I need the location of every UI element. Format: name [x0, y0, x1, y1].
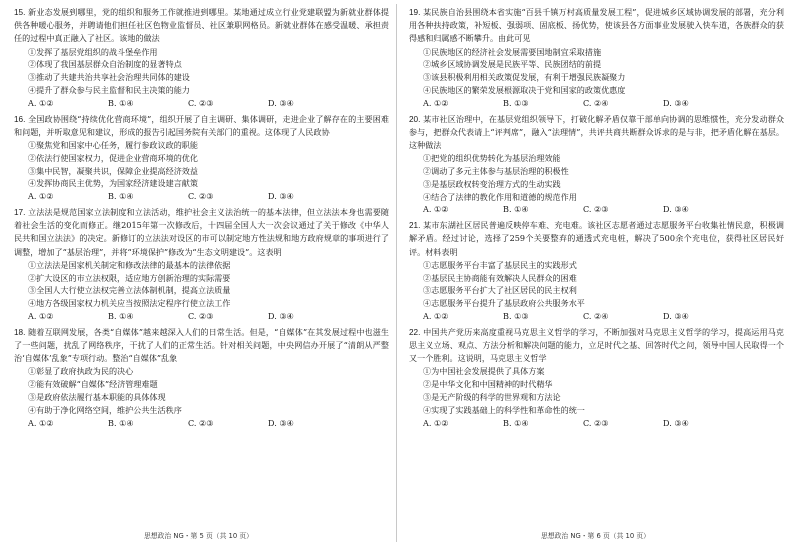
statement-3: ③是无产阶级的科学的世界观和方法论 [423, 391, 561, 402]
answer-options [409, 417, 784, 430]
option-d: D. ③④ [268, 191, 294, 202]
statement-4: ④志愿服务平台提升了基层政府公共服务水平 [423, 298, 585, 309]
question-17 [14, 206, 389, 323]
question-number: 18. [14, 327, 26, 337]
question-number: 21. [409, 221, 421, 231]
option-c: C. ②④ [583, 97, 609, 108]
statement-4: ④结合了法律的教化作用和道德的规范作用 [423, 191, 577, 202]
option-b: B. ①④ [503, 204, 529, 215]
question-stem [409, 326, 784, 366]
option-c: C. ②④ [583, 310, 609, 321]
statement-1: ①发挥了基层党组织的战斗堡垒作用 [28, 46, 158, 57]
question-18 [14, 326, 389, 430]
question-15 [14, 6, 389, 110]
question-20 [409, 113, 784, 217]
question-19 [409, 6, 784, 110]
statement-3: ③推动了共建共治共享社会治理共同体的建设 [28, 72, 190, 83]
question-16 [14, 113, 389, 203]
statement-1: ①为中国社会发展提供了具体方案 [423, 366, 545, 377]
statement-2: ②调动了多元主体参与基层治理的积极性 [423, 166, 569, 176]
statement-3: ③是基层政权转变治理方式的生动实践 [423, 178, 561, 189]
option-b: B. ①④ [108, 191, 134, 202]
question-stem [14, 113, 389, 139]
question-stem [409, 113, 784, 153]
answer-options [14, 97, 389, 110]
question-number: 19. [409, 8, 421, 17]
stem-text: 某民族自治县围绕本省实施“百县千镇万村高质量发展工程”，促进城乡区域协调发展的部署，充分利用各种扶持政策，补短板、强弱项、固底板、扬优势，使该县各方面事业发展驶入快车道，各族群众的获得感和归属感不断攀升。由此可见 [409, 7, 784, 44]
question-number: 17. [14, 207, 26, 217]
stem-text: 某市东湖社区居民普遍反映停车难、充电难。该社区志愿者通过志愿服务平台收集社情民意，积极调解矛盾。经过讨论，选择了259个关要整弃的通透式充电桩，解决了500余个充电位，获得社区居民好评。材料表明 [409, 220, 784, 257]
question-22 [409, 326, 784, 430]
option-d: D. ③④ [663, 310, 689, 321]
statement-1: ①把党的组织优势转化为基层治理效能 [423, 153, 561, 164]
stem-text: 新业态发展到哪里，党的组织和服务工作就推进到哪里。某地通过成立行业党建联盟为新就业群体提供各种暖心服务，并聘请他们担任社区色物业监督员、社区兼职网格员。新就业群体在感受温暖、承担责任的过程中真正融入了社区。该地的做法 [14, 7, 389, 44]
statement-1: ①民族地区的经济社会发展需要国地制宜采取措施 [423, 46, 602, 57]
answer-options [409, 97, 784, 110]
question-stem [14, 326, 389, 366]
stem-text: 中国共产党历来高度重视马克思主义哲学的学习，不断加强对马克思主义哲学的学习，提高运用马克思主义立场、观点、方法分析和解决问题的能力，立足时代之基、回答时代之问，领导中国人民取得一个又一个胜利。这说明，马克思主义哲学 [409, 326, 784, 364]
statement-2: ②城乡区域协调发展是民族平等、民族团结的前提 [423, 59, 602, 70]
option-b: B. ①③ [503, 97, 529, 108]
option-c: C. ②③ [188, 97, 214, 108]
answer-options [14, 417, 389, 430]
question-number: 15. [14, 8, 26, 17]
option-a: A. ①② [28, 97, 54, 108]
option-c: C. ②③ [188, 417, 214, 428]
option-d: D. ③④ [663, 204, 689, 215]
question-number: 16. [14, 114, 26, 124]
question-stem [409, 6, 784, 46]
option-a: A. ①② [423, 204, 449, 215]
option-d: D. ③④ [268, 310, 294, 321]
option-d: D. ③④ [268, 417, 294, 428]
option-b: B. ①④ [503, 417, 529, 428]
option-a: A. ①② [423, 310, 449, 321]
statement-2: ②能有效破解“自媒体”经济管理难题 [28, 379, 158, 390]
option-a: A. ①② [28, 310, 54, 321]
stem-text: 某市社区治理中，在基层党组织领导下，打破化解矛盾仅靠干部单向协调的思维惯性，充分发动群众参与，把群众代表请上“评判席”，融入“法理情”，共评共商共断群众诉求的是与非，把矛盾化解在基层。这种做法 [409, 113, 784, 150]
question-number: 20. [409, 114, 421, 124]
option-d: D. ③④ [663, 417, 689, 428]
option-d: D. ③④ [268, 97, 294, 108]
statement-3: ③是政府依法履行基本职能的具体体现 [28, 391, 166, 402]
stem-text: 随着互联网发展，各类“自媒体”越来越深入人们的日常生活。但是，“自媒体”在其发展过程中也滋生了一些问题，扰乱了网络秩序，干扰了人们的正常生活。针对相关问题，中央网信办开展了“清朗从严整治‘自媒体’乱象”专项行动。整治“自媒体”乱象 [14, 326, 389, 364]
statement-2: ②是中华文化和中国精神的时代精华 [423, 379, 553, 390]
statement-3: ③全国人大行使立法权完善立法体制机制，提高立法质量 [28, 285, 231, 296]
option-a: A. ①② [28, 191, 54, 202]
option-c: C. ②③ [188, 191, 214, 202]
statement-4: ④发挥协商民主优势，为国家经济建设建言献策 [28, 178, 198, 189]
option-b: B. ①③ [503, 310, 529, 321]
option-a: A. ①② [423, 97, 449, 108]
answer-options [409, 310, 784, 323]
option-d: D. ③④ [663, 97, 689, 108]
statement-3: ③志愿服务平台扩大了社区居民的民主权利 [423, 285, 577, 296]
page-footer: 思想政治 NG・第 6 页（共 10 页） [541, 532, 650, 540]
question-21 [409, 219, 784, 323]
right-page [397, 0, 794, 546]
option-a: A. ①② [423, 417, 449, 428]
statement-2: ②体现了我国基层群众自治制度的显著特点 [28, 59, 182, 70]
question-stem [14, 206, 389, 259]
statement-4: ④地方各级国家权力机关应当按照法定程序行使立法工作 [28, 298, 231, 309]
statement-4: ④民族地区的繁荣发展根源取决于党和国家的政策优惠度 [423, 85, 626, 95]
question-number: 22. [409, 327, 421, 337]
answer-options [409, 203, 784, 216]
answer-options [14, 190, 389, 203]
statement-3: ③该县积极利用相关政策促发展，有利于增强民族凝聚力 [423, 72, 626, 83]
stem-text: 立法法是规范国家立法制度和立法活动，维护社会主义法治统一的基本法律，但立法法本身也需要随着社会生活的变化而修正。继2015年第一次修改后，十四届全国人大一次会议通过了关于修改《中华人民共和国立法法》的决定。新修订的立法法对设区的市可以制定地方性法规和地方政府规章的事项进行了调整，增加了“基层治理”，并将“环境保护”修改为“生态文明建设”。这表明 [14, 206, 389, 257]
statement-1: ①立法法是国家机关制定和修改法律的最基本的法律依据 [28, 259, 231, 270]
answer-options [14, 310, 389, 323]
question-stem [14, 6, 389, 46]
statement-2: ②基层民主协商能有效解决人民群众的困难 [423, 272, 577, 283]
question-stem [409, 219, 784, 259]
page-footer: 思想政治 NG・第 5 页（共 10 页） [144, 532, 253, 540]
statement-4: ④实现了实践基础上的科学性和革命性的统一 [423, 404, 585, 415]
option-b: B. ①④ [108, 417, 134, 428]
option-b: B. ①④ [108, 97, 134, 108]
statement-4: ④提升了群众参与民主监督和民主决策的能力 [28, 85, 190, 95]
stem-text: 全国政协围绕“持续优化营商环境”，组织开展了自主调研、集体调研，走进企业了解存在的主要困难和问题，并听取意见和建议，形成的报告引起国务院有关部门的重视。这体现了人民政协 [14, 113, 389, 137]
statement-1: ①彰显了政府执政为民的决心 [28, 366, 134, 377]
statement-4: ④有助于净化网络空间，维护公共生活秩序 [28, 404, 182, 415]
option-c: C. ②③ [583, 417, 609, 428]
statement-1: ①聚焦党和国家中心任务，履行参政议政的职能 [28, 140, 198, 150]
option-a: A. ①② [28, 417, 54, 428]
statement-3: ③集中民智，凝聚共识，保障企业提高经济效益 [28, 165, 198, 176]
statement-1: ①志愿服务平台丰富了基层民主的实践形式 [423, 259, 577, 270]
option-c: C. ②③ [583, 204, 609, 215]
statement-2: ②依法行使国家权力，促进企业营商环境的优化 [28, 152, 198, 163]
option-c: C. ②③ [188, 310, 214, 321]
statement-2: ②扩大设区的市立法权限，适应地方创新治理的实际需要 [28, 272, 231, 283]
option-b: B. ①④ [108, 310, 134, 321]
